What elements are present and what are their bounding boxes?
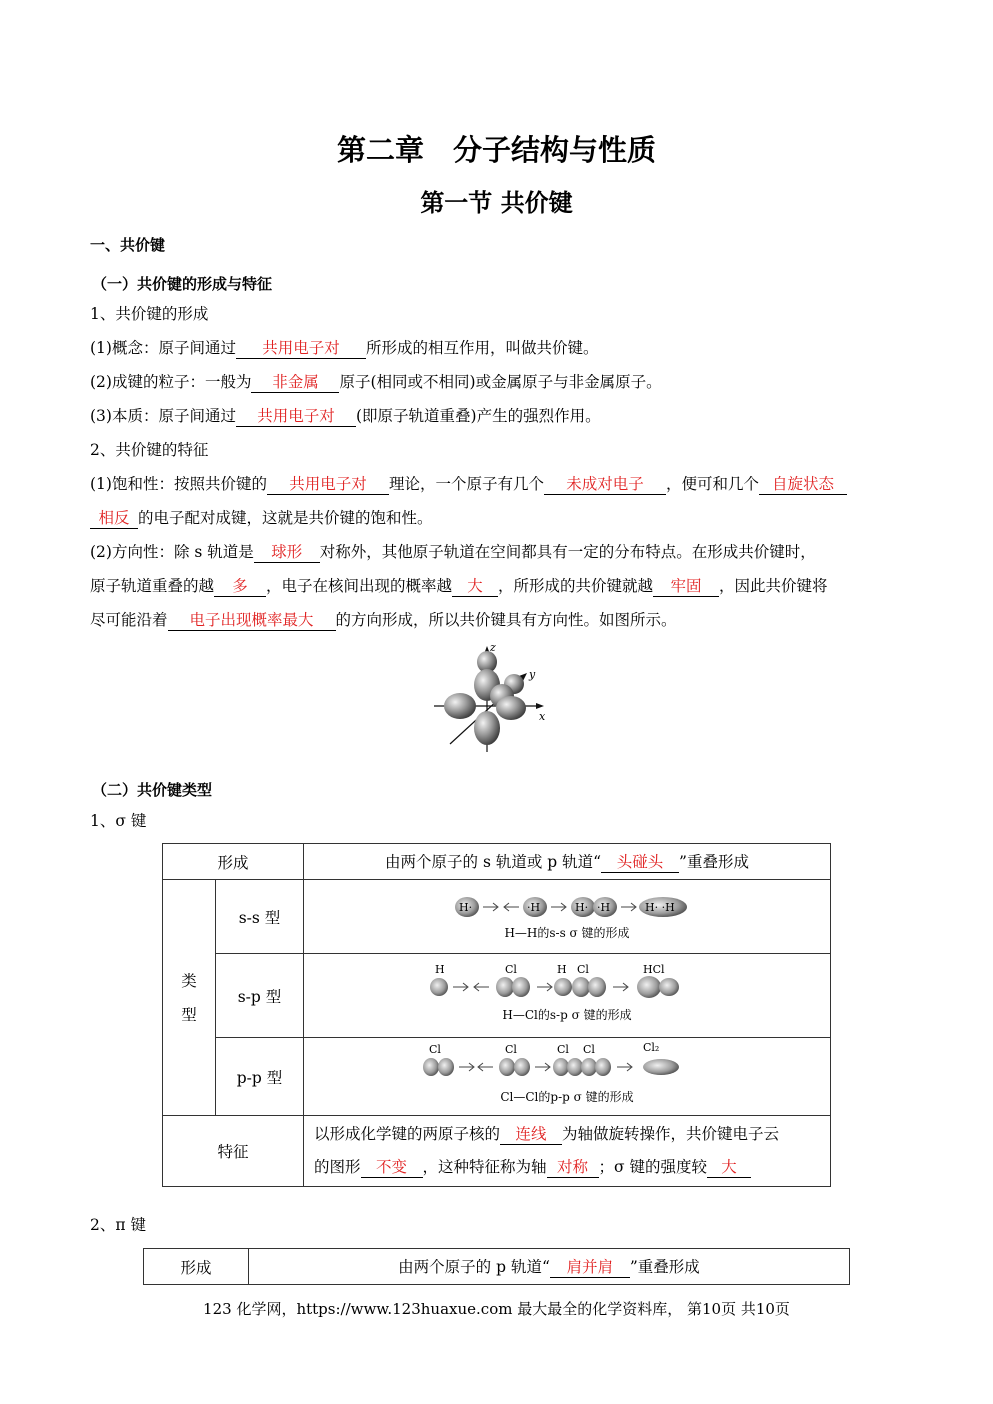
molecule-label: HCl (643, 962, 665, 976)
text: 类 (181, 971, 197, 990)
ss-caption: H—H的s-s σ 键的形成 (504, 925, 630, 940)
line-saturation-1 (90, 473, 847, 495)
sp-sigma-figure (417, 959, 717, 1029)
page-footer: 123 化学网，https://www.123huaxue.com 最大最全的化学资料库， 第10页 共10页 (203, 1300, 790, 1318)
molecule-label: H· ·H (645, 900, 675, 914)
feature-line-1 (314, 1118, 820, 1151)
pp-caption: Cl—Cl的p-p σ 键的形成 (500, 1089, 634, 1104)
arrow-right-icon (483, 903, 498, 911)
answer-blank: 肩并肩 (550, 1257, 630, 1278)
atom-orbital (496, 977, 514, 997)
answer-blank: 大 (707, 1157, 751, 1178)
answer-blank: 共用电子对 (236, 338, 366, 359)
atom-orbital (588, 977, 606, 997)
heading-pi-bond: 2、π 键 (90, 1216, 146, 1234)
answer-blank: 牢固 (653, 576, 719, 597)
text: (2)方向性：除 s 轨道是 (90, 543, 254, 561)
sigma-bond-table (162, 843, 831, 1187)
cell-label: 形成 (163, 844, 304, 880)
text: 由两个原子的 p 轨道“ (398, 1258, 550, 1276)
text: (2)成键的粒子：一般为 (90, 373, 252, 391)
table-row (163, 1116, 831, 1187)
line-direction-2 (90, 575, 828, 597)
answer-blank: 相反 (90, 508, 138, 529)
x-arrow (536, 703, 544, 709)
orbital-overlap-figure (428, 640, 558, 760)
molecule-orbital (643, 1059, 679, 1075)
text: (1)概念：原子间通过 (90, 339, 236, 357)
ss-sigma-figure (417, 885, 717, 945)
answer-blank: 大 (452, 576, 498, 597)
cell-ss-label: s-s 型 (216, 880, 304, 954)
text: (3)本质：原子间通过 (90, 407, 236, 425)
line-essence (90, 405, 601, 427)
text: 以形成化学键的两原子核的 (314, 1125, 501, 1143)
answer-blank: 不变 (361, 1157, 423, 1178)
text: 对称外，其他原子轨道在空间都具有一定的分布特点。在形成共价键时， (319, 543, 816, 561)
answer-blank: 电子出现概率最大 (168, 610, 336, 631)
text: 型 (181, 1005, 197, 1024)
text: 为轴做旋转操作，共价键电子云 (562, 1125, 780, 1143)
arrow-right-icon (621, 903, 636, 911)
atom-orbital (553, 1058, 569, 1076)
atom-orbital (567, 1058, 583, 1076)
atom-orbital (514, 1058, 530, 1076)
atom-label: Cl (505, 1042, 517, 1056)
z-axis-label: z (490, 641, 496, 654)
arrow-right-icon (459, 1063, 474, 1071)
cell-feature (304, 1116, 831, 1187)
x-axis-label: x (539, 710, 546, 723)
atom-label: Cl (505, 962, 517, 976)
arrow-left-icon (474, 983, 489, 991)
text: ，这种特征称为轴 (422, 1158, 547, 1176)
y-axis-label: y (529, 668, 536, 681)
atom-orbital (581, 1058, 597, 1076)
text: 的方向形成，所以共价键具有方向性。如图所示。 (335, 611, 677, 629)
atom-orbital (499, 1058, 515, 1076)
table-row (163, 880, 831, 954)
atom-orbital (572, 977, 590, 997)
text: ”重叠形成 (679, 853, 749, 871)
table-row (163, 844, 831, 880)
text: ，因此共价键将 (719, 577, 828, 595)
line-saturation-2 (90, 507, 433, 529)
heading-covalent-bond: 一、共价键 (90, 236, 166, 254)
chapter-title: 第二章 分子结构与性质 (336, 133, 656, 167)
atom-label: H· (575, 900, 589, 914)
text: 原子(相同或不相同)或金属原子与非金属原子。 (339, 373, 662, 391)
heading-sigma-bond: 1、σ 键 (90, 812, 147, 830)
molecule-orbital (637, 976, 661, 998)
arrow-left-icon (478, 1063, 493, 1071)
answer-blank: 自旋状态 (759, 474, 847, 495)
arrow-right-icon (535, 1063, 550, 1071)
molecule-label: Cl₂ (643, 1040, 660, 1054)
orbital-lobe (474, 711, 500, 745)
cell-feature-label: 特征 (163, 1116, 304, 1187)
table-row (144, 1249, 850, 1285)
answer-blank: 共用电子对 (236, 406, 356, 427)
atom-label: Cl (429, 1042, 441, 1056)
arrow-left-icon (504, 903, 519, 911)
text: ，所形成的共价键就越 (498, 577, 654, 595)
cell-pp-figure (304, 1038, 831, 1116)
cell-formation (304, 844, 831, 880)
heading-formation-features: （一）共价键的形成与特征 (92, 275, 273, 293)
arrow-right-icon (551, 903, 566, 911)
text: 理论，一个原子有几个 (388, 475, 544, 493)
pi-bond-table (143, 1248, 850, 1285)
feature-line-2 (314, 1151, 820, 1184)
orbital-lobe (496, 696, 526, 720)
cell-type-label (163, 880, 216, 1116)
orbital-lobe (444, 693, 476, 719)
answer-blank: 未成对电子 (544, 474, 666, 495)
arrow-right-icon (617, 1063, 632, 1071)
line-direction-1 (90, 541, 816, 563)
atom-orbital (512, 977, 530, 997)
atom-orbital (423, 1058, 439, 1076)
heading-features: 2、共价键的特征 (90, 441, 209, 459)
atom-orbital (554, 978, 572, 996)
arrow-right-icon (453, 983, 468, 991)
section-title: 第一节 共价键 (420, 189, 573, 217)
arrow-right-icon (613, 983, 628, 991)
text: 的电子配对成键，这就是共价键的饱和性。 (138, 509, 433, 527)
line-direction-3 (90, 609, 677, 631)
heading-formation: 1、共价键的形成 (90, 305, 209, 323)
atom-label: ·H (527, 900, 541, 914)
atom-label: H (557, 962, 567, 976)
atom-label: H· (459, 900, 473, 914)
cell-sp-label: s-p 型 (216, 954, 304, 1038)
atom-orbital (438, 1058, 454, 1076)
pp-sigma-figure (417, 1041, 717, 1109)
molecule-orbital (659, 978, 679, 996)
table-row (163, 954, 831, 1038)
line-particles (90, 371, 662, 393)
cell-ss-figure (304, 880, 831, 954)
text: 的图形 (314, 1158, 361, 1176)
answer-blank: 对称 (547, 1157, 599, 1178)
answer-blank: 多 (214, 576, 266, 597)
text: 所形成的相互作用，叫做共价键。 (365, 339, 599, 357)
cell-label: 形成 (144, 1249, 249, 1285)
heading-bond-types: （二）共价键类型 (92, 781, 213, 799)
atom-label: ·H (597, 900, 611, 914)
text: ；σ 键的强度较 (598, 1158, 708, 1176)
table-row (163, 1038, 831, 1116)
sp-caption: H—Cl的s-p σ 键的形成 (502, 1007, 632, 1022)
text: ”重叠形成 (629, 1258, 700, 1276)
answer-blank: 共用电子对 (267, 474, 389, 495)
text: ，便可和几个 (665, 475, 759, 493)
atom-orbital (430, 978, 448, 996)
answer-blank: 球形 (254, 542, 320, 563)
atom-label: Cl (577, 962, 589, 976)
text: ，电子在核间出现的概率越 (266, 577, 453, 595)
text: (即原子轨道重叠)产生的强烈作用。 (355, 407, 601, 425)
atom-label: Cl (583, 1042, 595, 1056)
answer-blank: 非金属 (251, 372, 339, 393)
text: (1)饱和性：按照共价键的 (90, 475, 267, 493)
atom-label: H (435, 962, 445, 976)
line-concept (90, 337, 598, 359)
arrow-right-icon (537, 983, 552, 991)
cell-formation (249, 1249, 850, 1285)
text: 原子轨道重叠的越 (90, 577, 215, 595)
atom-label: Cl (557, 1042, 569, 1056)
text: 由两个原子的 s 轨道或 p 轨道“ (385, 853, 602, 871)
answer-blank: 头碰头 (601, 852, 679, 873)
text: 尽可能沿着 (90, 611, 168, 629)
atom-orbital (595, 1058, 611, 1076)
cell-sp-figure (304, 954, 831, 1038)
answer-blank: 连线 (500, 1124, 562, 1145)
cell-pp-label: p-p 型 (216, 1038, 304, 1116)
